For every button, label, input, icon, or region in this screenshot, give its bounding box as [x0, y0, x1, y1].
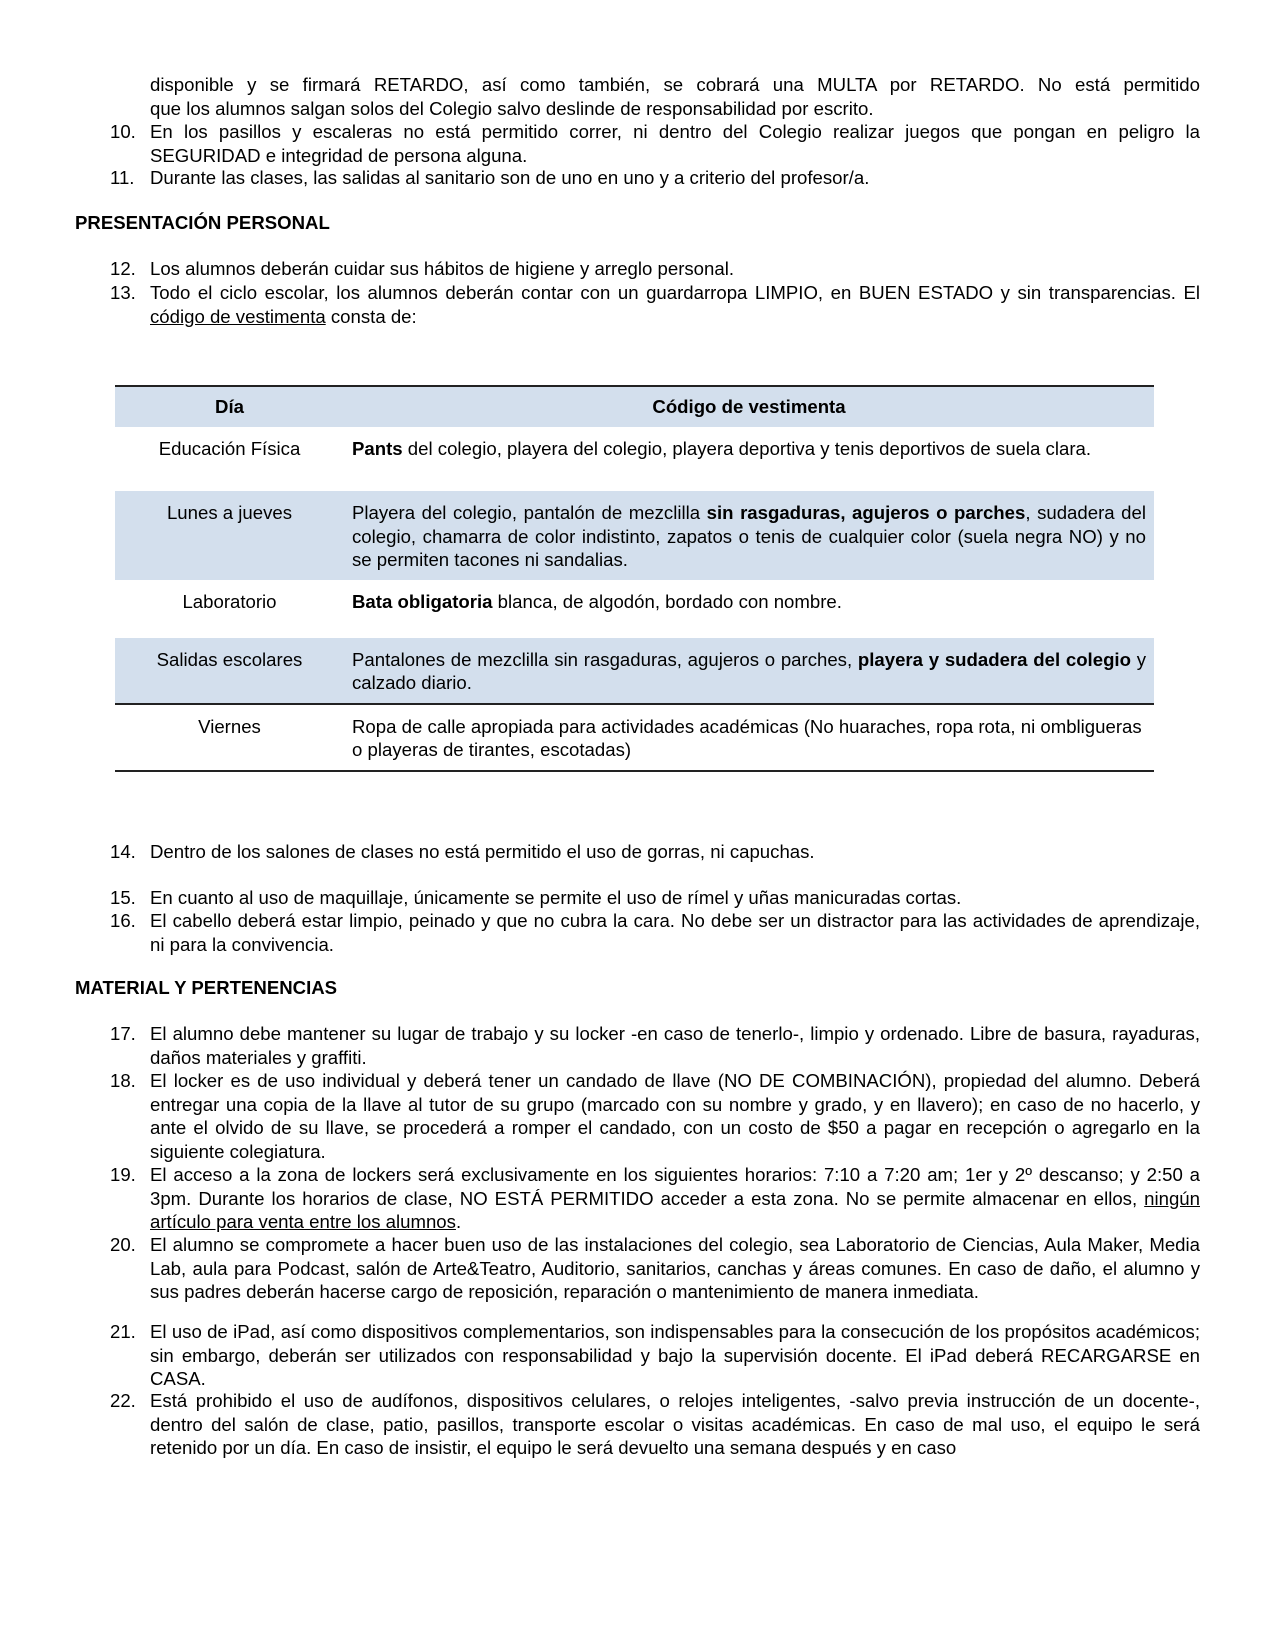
item-text: El alumno se compromete a hacer buen uso de las instalaciones del colegio, sea Laboratorio de Ciencias, Aula Maker, Media Lab, aula para Podcast, salón de Arte&Teatro, Auditorio, sanitarios, canchas y áreas comunes. En caso de daño, el alumno y sus padres deberán hacerse cargo de reposición, reparación o mantenimiento de manera inmediata.: [150, 1234, 1200, 1302]
list-item-12: [110, 257, 1200, 281]
item-text: Está prohibido el uso de audífonos, dispositivos celulares, o relojes inteligentes, -salvo previa instrucción de un docente-, dentro del salón de clase, patio, pasillos, transporte escolar o visitas académicas. En caso de mal uso, el equipo le será retenido por un día. En caso de insistir, el equipo le será devuelto una semana después y en caso: [150, 1390, 1200, 1458]
text-segment: El acceso a la zona de lockers será exclusivamente en los siguientes horarios: 7:10 a 7:20 am; 1er y 2º descanso; y 2:50 a 3pm. Durante los horarios de clase, NO ESTÁ PERMITIDO acceder a esta zona. No se permite almacenar en ellos,: [150, 1164, 1200, 1209]
list-item-13: [110, 281, 1200, 328]
continuation-paragraph: [150, 73, 1200, 120]
item-text: Los alumnos deberán cuidar sus hábitos de higiene y arreglo personal.: [150, 258, 735, 279]
day-cell: Salidas escolares: [115, 638, 344, 704]
item-text: [150, 281, 1200, 328]
column-header-code: Código de vestimenta: [344, 386, 1154, 427]
list-item-18: [110, 1069, 1200, 1163]
bold-text: Bata obligatoria: [352, 590, 493, 612]
text-line: disponible y se firmará RETARDO, así como también, se cobrará una MULTA por RETARDO. No está permitido: [150, 74, 1200, 95]
text-segment: consta de:: [325, 305, 417, 327]
cell-text: del colegio, playera del colegio, playera deportiva y tenis deportivos de suela clara.: [402, 438, 1092, 459]
item-text: El locker es de uso individual y deberá tener un candado de llave (NO DE COMBINACIÓN), propiedad del alumno. Deberá entregar una copia de la llave al tutor de su grupo (marcado con su nombre y grado, y en llavero); en caso de no hacerlo, y ante el olvido de su llave, se procederá a romper el candado, con un costo de $50 a pagar en recepción o agregarlo en la siguiente colegiatura.: [150, 1070, 1200, 1162]
code-cell: [344, 427, 1154, 491]
underlined-term: ningún artículo para venta entre los alumnos: [150, 1187, 1200, 1232]
day-cell: Educación Física: [158, 438, 301, 459]
item-text: En los pasillos y escaleras no está permitido correr, ni dentro del Colegio realizar juegos que pongan en peligro la SEGURIDAD e integridad de persona alguna.: [150, 121, 1200, 166]
table-row: [115, 427, 1154, 491]
bold-text: Pants: [352, 438, 403, 459]
item-text: En cuanto al uso de maquillaje, únicamente se permite el uso de rímel y uñas manicuradas cortas.: [150, 887, 962, 908]
table-row: [115, 491, 1154, 580]
underlined-term: código de vestimenta: [150, 305, 326, 327]
table-row: [115, 704, 1154, 771]
cell-text: Playera del colegio, pantalón de mezclilla: [352, 502, 707, 523]
item-number: 10.: [110, 121, 136, 142]
item-number: 17.: [110, 1023, 136, 1044]
dress-code-table: [115, 385, 1154, 772]
code-cell: [344, 580, 1154, 638]
table-row: [115, 580, 1154, 638]
text-line: que los alumnos salgan solos del Colegio salvo deslinde de responsabilidad por escrito.: [150, 97, 874, 119]
list-item-14: [110, 840, 1200, 864]
item-number: 16.: [110, 910, 136, 931]
list-item-21: [110, 1320, 1200, 1391]
item-number: 14.: [110, 841, 136, 862]
section-heading-presentacion: PRESENTACIÓN PERSONAL: [75, 212, 330, 233]
item-number: 20.: [110, 1234, 136, 1255]
item-text: El uso de iPad, así como dispositivos complementarios, son indispensables para la consecución de los propósitos académicos; sin embargo, deberán ser utilizados con responsabilidad y bajo la supervisión docente. El iPad deberá RECARGARSE en CASA.: [150, 1321, 1200, 1389]
column-header-day: Día: [115, 386, 344, 427]
item-number: 19.: [110, 1164, 136, 1185]
item-number: 12.: [110, 258, 136, 279]
bold-text: sin rasgaduras, agujeros o parches: [706, 502, 1026, 523]
text-segment: Todo el ciclo escolar, los alumnos deberán contar con un guardarropa LIMPIO, en BUEN ESTADO y sin transparencias. El: [150, 282, 1200, 303]
day-cell: Viernes: [115, 704, 344, 771]
cell-text: y calzado diario.: [352, 648, 1146, 693]
item-text: El alumno debe mantener su lugar de trabajo y su locker -en caso de tenerlo-, limpio y ordenado. Libre de basura, rayaduras, daños materiales y graffiti.: [150, 1023, 1200, 1068]
list-item-19: [110, 1163, 1200, 1234]
text-segment: .: [455, 1211, 462, 1232]
list-item-10: [110, 120, 1200, 167]
item-number: 18.: [110, 1070, 136, 1091]
list-item-17: [110, 1022, 1200, 1069]
item-text: Durante las clases, las salidas al sanitario son de uno en uno y a criterio del profesor/a.: [150, 167, 870, 188]
item-number: 21.: [110, 1321, 136, 1342]
cell-text: Pantalones de mezclilla sin rasgaduras, agujeros o parches,: [352, 648, 858, 670]
day-cell: Laboratorio: [182, 590, 277, 612]
code-cell: [344, 491, 1154, 580]
table-header-row: [115, 386, 1154, 427]
item-text: [150, 1163, 1200, 1234]
bold-text: playera y sudadera del colegio: [857, 648, 1131, 670]
code-cell: Ropa de calle apropiada para actividades académicas (No huaraches, ropa rota, ni ombligueras o playeras de tirantes, escotadas): [344, 704, 1154, 771]
list-item-16: [110, 909, 1200, 956]
day-cell: Lunes a jueves: [115, 491, 344, 580]
table-row: [115, 638, 1154, 704]
section-heading-material: MATERIAL Y PERTENENCIAS: [75, 977, 338, 998]
item-number: 22.: [110, 1390, 136, 1411]
list-item-11: [110, 166, 1200, 190]
item-number: 15.: [110, 887, 136, 908]
item-number: 13.: [110, 282, 136, 303]
code-cell: [344, 638, 1154, 704]
list-item-20: [110, 1233, 1200, 1304]
list-item-22: [110, 1389, 1200, 1460]
cell-text: , sudadera del colegio, chamarra de color indistinto, zapatos o tenis de cualquier color (suela negra NO) y no se permiten tacones ni sandalias.: [352, 502, 1146, 570]
item-number: 11.: [110, 167, 135, 188]
item-text: El cabello deberá estar limpio, peinado y que no cubra la cara. No debe ser un distractor para las actividades de aprendizaje, ni para la convivencia.: [150, 910, 1200, 955]
list-item-15: [110, 886, 1200, 910]
cell-text: blanca, de algodón, bordado con nombre.: [492, 590, 842, 612]
item-text: Dentro de los salones de clases no está permitido el uso de gorras, ni capuchas.: [150, 841, 815, 862]
